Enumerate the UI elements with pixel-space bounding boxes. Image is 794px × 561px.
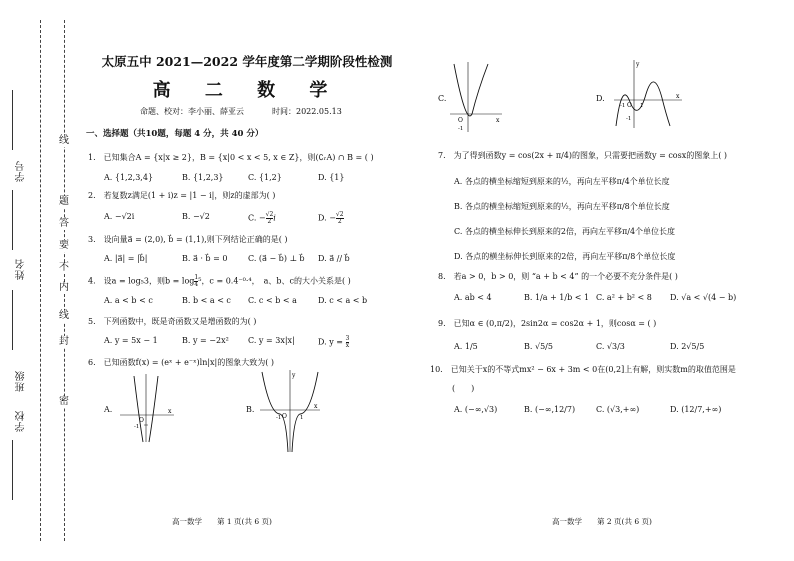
option: C. (√3,+∞) xyxy=(596,405,640,414)
exam-subject: 高 二 数 学 xyxy=(152,80,342,101)
seal-char: 封 xyxy=(59,336,69,347)
option: B. {1,2,3} xyxy=(182,173,224,182)
footer-page-2: 高一数学 第 2 页(共 6 页) xyxy=(552,517,652,526)
exam-authors: 命题、校对：李小丽、薛亚云 xyxy=(140,107,244,116)
seal-char: 内 xyxy=(59,282,69,293)
seal-char: 题 xyxy=(59,196,69,207)
option: D. c < a < b xyxy=(318,296,368,305)
origin-label: O xyxy=(282,413,287,420)
page-2 xyxy=(428,0,778,561)
option: D. {1} xyxy=(318,173,345,182)
question-7: 7. 为了得到函数y = cos(2x + π/4)的图象，只需要把函数y = cosx的图象上( ) xyxy=(438,151,728,160)
option: A. 各点的横坐标缩短到原来的½，再向左平移π/4个单位长度 xyxy=(454,177,670,186)
seal-char: 不 xyxy=(59,262,69,273)
seal-char: 密 xyxy=(59,396,69,407)
school-label: 学校 xyxy=(16,410,27,432)
question-4: 4. 设a = log₅3，则b = log $\frac{1}{4}$ ⁵，c = 0.4⁻⁰·⁴， a、b、c的大小关系是( ) xyxy=(88,274,351,288)
graph-option-b xyxy=(258,368,322,454)
axis-y-label: y xyxy=(292,372,296,379)
seal-char: 答 xyxy=(59,218,69,229)
axis-x-label: x xyxy=(168,408,172,415)
axis-x-label: x xyxy=(676,93,680,100)
question-2: 2. 若复数z满足(1 + i)z = |1 − i|，则z的虚部为( ) xyxy=(88,191,276,200)
option: B. a⃗ · b⃗ = 0 xyxy=(182,254,228,263)
question-6: 6. 已知函数f(x) = (eˣ + e⁻ˣ)ln|x|的图象大致为( ) xyxy=(88,358,275,367)
option: B. 1/a + 1/b < 1 xyxy=(524,293,590,302)
axis-y-label: y xyxy=(636,61,640,68)
option: B. (−∞,12/7) xyxy=(524,405,576,414)
option: D. xyxy=(596,94,605,103)
option: C. c < b < a xyxy=(248,296,297,305)
option: B. y = −2x² xyxy=(182,336,229,345)
seal-char: 要 xyxy=(59,240,69,251)
option: A. y = 5x − 1 xyxy=(104,336,158,345)
tick-label: -1 xyxy=(276,415,282,421)
exam-title: 太原五中 2021—2022 学年度第二学期阶段性检测 xyxy=(101,54,393,69)
student-no-label: 学号 xyxy=(16,160,27,182)
option: A. a < b < c xyxy=(104,296,153,305)
origin-label: O xyxy=(458,117,463,124)
option: B. 各点的横坐标缩短到原来的½，再向左平移π/8个单位长度 xyxy=(454,202,670,211)
option: C. √3/3 xyxy=(596,342,625,351)
option: D. √a < √(4 − b) xyxy=(670,293,737,302)
option: D. a⃗ // b⃗ xyxy=(318,254,350,263)
option: C. {1,2} xyxy=(248,173,282,182)
question-10-bracket: ( ) xyxy=(452,384,475,393)
option: B. xyxy=(246,405,255,414)
question-10: 10. 已知关于x的不等式mx² − 6x + 3m < 0在(0,2]上有解，则实数m的取值范围是 xyxy=(430,365,736,374)
option: A. |a⃗| = |b⃗| xyxy=(104,254,148,263)
footer-page-1: 高一数学 第 1 页(共 6 页) xyxy=(172,517,272,526)
origin-label: O xyxy=(627,102,632,109)
tick-label: 1 xyxy=(300,415,304,421)
seal-char: 线 xyxy=(59,310,69,321)
option: C. xyxy=(438,94,447,103)
option: B. −√2 xyxy=(182,212,210,221)
seal-char: 线 xyxy=(59,135,69,146)
section-title: 一、选择题（共10题，每题 4 分，共 40 分） xyxy=(86,129,264,139)
option: A. ab < 4 xyxy=(454,293,492,302)
axis-x-label: x xyxy=(314,403,318,410)
question-9: 9. 已知α ∈ (0,π/2)，2sin2α = cos2α + 1，则cosα = ( ) xyxy=(438,319,657,328)
binding-line xyxy=(40,20,41,541)
option: B. √5/5 xyxy=(524,342,553,351)
option: A. xyxy=(104,405,113,414)
exam-date: 时间：2022.05.13 xyxy=(272,107,342,116)
origin-label: O xyxy=(139,417,144,424)
graph-option-a xyxy=(116,372,176,444)
option: C. − $\frac{√2}{2}$ i xyxy=(248,211,276,225)
option: B. b < a < c xyxy=(182,296,231,305)
option: C. (a⃗ − b⃗) ⊥ b⃗ xyxy=(248,254,305,263)
question-8: 8. 若a > 0，b > 0，则 “a + b < 4” 的一个必要不充分条件是( ) xyxy=(438,272,678,281)
axis-x-label: x xyxy=(496,117,500,124)
graph-option-c xyxy=(448,60,504,134)
question-5: 5. 下列函数中，既是奇函数又是增函数的为( ) xyxy=(88,317,257,326)
option: D. − $\frac{√2}{2}$ xyxy=(318,211,344,225)
class-label: 班级 xyxy=(16,370,27,392)
option: D. (12/7,+∞) xyxy=(670,405,722,414)
option: A. 1/5 xyxy=(454,342,478,351)
option: A. −√2i xyxy=(104,212,135,221)
tick-label: -1 xyxy=(626,116,632,122)
tick-label: -1 xyxy=(458,126,464,132)
option: C. a² + b² < 8 xyxy=(596,293,652,302)
tick-label: -1 xyxy=(620,103,626,109)
binding-margin xyxy=(0,0,80,561)
option: C. y = 3x|x| xyxy=(248,336,295,345)
tick-label: 1 xyxy=(640,103,644,109)
question-1: 1. 已知集合A = {x|x ≥ 2}，B = {x|0 < x < 5, x ∈ Z}，则(∁ᵣA) ∩ B = ( ) xyxy=(88,153,374,162)
question-3: 3. 设向量a⃗ = (2,0), b⃗ = (1,1),则下列结论正确的是( ) xyxy=(88,235,288,244)
tick-label: -1 xyxy=(134,424,140,430)
option: A. (−∞,√3) xyxy=(454,405,498,414)
option: D. 2√5/5 xyxy=(670,342,705,351)
page-1 xyxy=(82,0,412,561)
option: C. 各点的横坐标伸长到原来的2倍，再向左平移π/4个单位长度 xyxy=(454,227,676,236)
name-label: 姓名 xyxy=(16,258,27,280)
graph-option-d xyxy=(612,58,684,130)
option: D. y = $\frac{3}{x}$ xyxy=(318,335,350,349)
option: D. 各点的横坐标伸长到原来的2倍，再向左平移π/8个单位长度 xyxy=(454,252,676,261)
option: A. {1,2,3,4} xyxy=(104,173,154,182)
seal-line xyxy=(64,20,65,541)
